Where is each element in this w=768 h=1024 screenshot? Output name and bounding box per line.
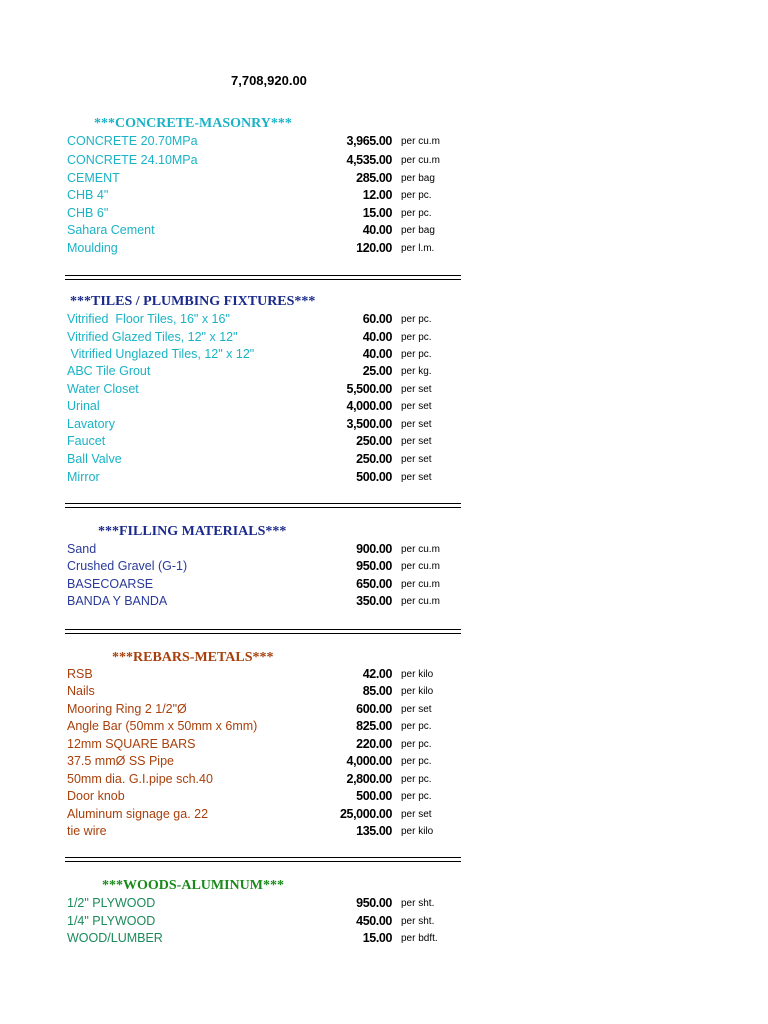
item-name: Nails (67, 684, 95, 698)
item-unit: per pc. (401, 756, 432, 767)
item-unit: per kilo (401, 669, 434, 680)
item-unit: per set (401, 401, 432, 412)
item-price: 500.00 (356, 789, 392, 803)
item-price: 25,000.00 (339, 807, 392, 821)
item-name: RSB (67, 667, 93, 681)
list-item (0, 719, 768, 736)
item-price: 950.00 (356, 896, 392, 910)
section-divider (65, 857, 461, 862)
section-divider (65, 275, 461, 280)
list-item (0, 134, 768, 151)
item-unit: per sht. (401, 898, 435, 909)
item-name: CONCRETE 20.70MPa (67, 134, 198, 148)
section-title-concrete-masonry: ***CONCRETE-MASONRY*** (94, 116, 292, 131)
list-item (0, 667, 768, 684)
item-unit: per pc. (401, 208, 432, 219)
item-price: 42.00 (362, 667, 392, 681)
list-item (0, 772, 768, 789)
item-price: 600.00 (356, 702, 392, 716)
section-title-rebars-metals: ***REBARS-METALS*** (112, 650, 274, 665)
item-price: 15.00 (362, 931, 392, 945)
item-price: 135.00 (356, 824, 392, 838)
item-unit: per cu.m (401, 136, 440, 147)
item-name: Vitrified Glazed Tiles, 12" x 12" (67, 330, 238, 344)
list-item (0, 188, 768, 205)
section-title-filling-materials: ***FILLING MATERIALS*** (98, 524, 287, 539)
item-price: 85.00 (362, 684, 392, 698)
item-price: 250.00 (356, 452, 392, 466)
list-item (0, 171, 768, 188)
list-item (0, 789, 768, 806)
item-name: Mirror (67, 470, 100, 484)
item-name: Sahara Cement (67, 223, 155, 237)
item-name: 37.5 mmØ SS Pipe (67, 754, 174, 768)
item-name: BASECOARSE (67, 577, 154, 591)
item-price: 4,000.00 (346, 399, 392, 413)
item-unit: per bdft. (401, 933, 438, 944)
item-price: 5,500.00 (346, 382, 392, 396)
list-item (0, 559, 768, 576)
item-unit: per set (401, 704, 432, 715)
item-name: Angle Bar (50mm x 50mm x 6mm) (67, 719, 258, 733)
list-item (0, 399, 768, 416)
item-price: 285.00 (356, 171, 392, 185)
item-unit: per l.m. (401, 243, 435, 254)
item-name: Lavatory (67, 417, 115, 431)
list-item (0, 206, 768, 223)
list-item (0, 931, 768, 948)
item-price: 12.00 (362, 188, 392, 202)
item-price: 40.00 (362, 347, 392, 361)
item-unit: per pc. (401, 721, 432, 732)
item-unit: per set (401, 419, 432, 430)
item-name: CHB 4" (67, 188, 109, 202)
list-item (0, 382, 768, 399)
item-price: 3,500.00 (346, 417, 392, 431)
item-price: 950.00 (356, 559, 392, 573)
list-item (0, 452, 768, 469)
item-unit: per set (401, 454, 432, 465)
item-unit: per pc. (401, 314, 432, 325)
section-title-tiles-plumbing: ***TILES / PLUMBING FIXTURES*** (70, 294, 316, 309)
item-name: Vitrified Floor Tiles, 16" x 16" (67, 312, 230, 326)
item-unit: per kilo (401, 826, 434, 837)
list-item (0, 807, 768, 824)
list-item (0, 364, 768, 381)
section-title-woods-aluminum: ***WOODS-ALUMINUM*** (102, 878, 284, 893)
list-item (0, 702, 768, 719)
item-unit: per cu.m (401, 596, 440, 607)
list-item (0, 434, 768, 451)
list-item (0, 347, 768, 364)
item-unit: per pc. (401, 190, 432, 201)
item-name: CEMENT (67, 171, 120, 185)
item-name: BANDA Y BANDA (67, 594, 168, 608)
list-item (0, 542, 768, 559)
item-price: 450.00 (356, 914, 392, 928)
item-name: CONCRETE 24.10MPa (67, 153, 198, 167)
list-item (0, 914, 768, 931)
list-item (0, 241, 768, 258)
item-price: 3,965.00 (346, 134, 392, 148)
item-price: 40.00 (362, 223, 392, 237)
item-price: 15.00 (362, 206, 392, 220)
list-item (0, 417, 768, 434)
item-name: tie wire (67, 824, 107, 838)
item-name: Urinal (67, 399, 100, 413)
item-price: 2,800.00 (346, 772, 392, 786)
list-item (0, 312, 768, 329)
grand-total: 7,708,920.00 (231, 73, 307, 88)
item-price: 4,535.00 (346, 153, 392, 167)
item-unit: per pc. (401, 739, 432, 750)
item-name: CHB 6" (67, 206, 109, 220)
item-unit: per kg. (401, 366, 432, 377)
list-item (0, 153, 768, 170)
item-unit: per cu.m (401, 155, 440, 166)
item-price: 120.00 (356, 241, 392, 255)
list-item (0, 594, 768, 611)
item-unit: per set (401, 436, 432, 447)
section-divider (65, 629, 461, 634)
item-unit: per sht. (401, 916, 435, 927)
list-item (0, 896, 768, 913)
item-name: 50mm dia. G.I.pipe sch.40 (67, 772, 213, 786)
item-unit: per set (401, 384, 432, 395)
item-unit: per pc. (401, 791, 432, 802)
item-price: 40.00 (362, 330, 392, 344)
item-price: 350.00 (356, 594, 392, 608)
item-name: Mooring Ring 2 1/2"Ø (67, 702, 187, 716)
item-unit: per pc. (401, 774, 432, 785)
item-price: 650.00 (356, 577, 392, 591)
item-price: 4,000.00 (346, 754, 392, 768)
item-name: 1/2" PLYWOOD (67, 896, 156, 910)
item-name: 12mm SQUARE BARS (67, 737, 196, 751)
list-item (0, 684, 768, 701)
item-unit: per pc. (401, 349, 432, 360)
item-name: ABC Tile Grout (67, 364, 151, 378)
item-name: Door knob (67, 789, 125, 803)
item-unit: per cu.m (401, 561, 440, 572)
list-item (0, 754, 768, 771)
item-unit: per pc. (401, 332, 432, 343)
item-name: WOOD/LUMBER (67, 931, 163, 945)
list-item (0, 223, 768, 240)
item-name: Vitrified Unglazed Tiles, 12" x 12" (67, 347, 255, 361)
item-name: Water Closet (67, 382, 139, 396)
item-unit: per set (401, 472, 432, 483)
list-item (0, 737, 768, 754)
list-item (0, 470, 768, 487)
item-name: Ball Valve (67, 452, 122, 466)
section-divider (65, 503, 461, 508)
item-unit: per cu.m (401, 544, 440, 555)
item-price: 60.00 (362, 312, 392, 326)
item-unit: per cu.m (401, 579, 440, 590)
item-price: 250.00 (356, 434, 392, 448)
item-unit: per bag (401, 173, 435, 184)
item-price: 25.00 (362, 364, 392, 378)
item-name: Faucet (67, 434, 106, 448)
item-price: 825.00 (356, 719, 392, 733)
item-unit: per kilo (401, 686, 434, 697)
item-name: Aluminum signage ga. 22 (67, 807, 209, 821)
item-name: 1/4" PLYWOOD (67, 914, 156, 928)
list-item (0, 330, 768, 347)
item-price: 220.00 (356, 737, 392, 751)
item-name: Moulding (67, 241, 118, 255)
item-name: Crushed Gravel (G-1) (67, 559, 188, 573)
item-price: 500.00 (356, 470, 392, 484)
item-unit: per bag (401, 225, 435, 236)
item-name: Sand (67, 542, 97, 556)
item-unit: per set (401, 809, 432, 820)
list-item (0, 824, 768, 841)
item-price: 900.00 (356, 542, 392, 556)
list-item (0, 577, 768, 594)
